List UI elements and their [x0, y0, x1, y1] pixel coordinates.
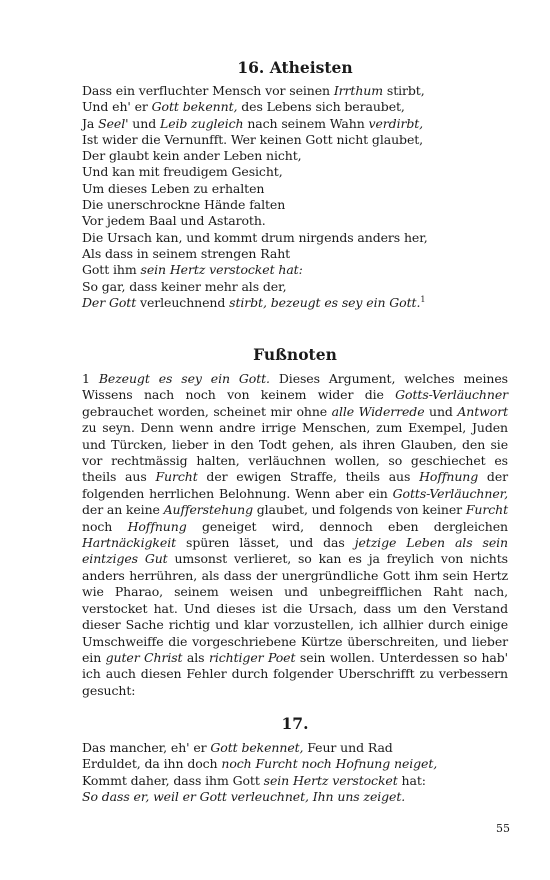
text-run: Antwort — [457, 403, 508, 419]
text-run: jetzige Leben als sein eintziges Gut — [82, 535, 508, 567]
text-run: Dass ein verfluchter Mensch vor seinen — [82, 83, 334, 98]
section-16-line — [82, 181, 512, 197]
text-run: Ja — [82, 115, 99, 131]
section-16-line — [82, 262, 512, 278]
section-16-poem — [82, 83, 512, 311]
text-run: geneiget wird, dennoch eben dergleichen — [186, 518, 508, 534]
text-run: Gotts-Verläuchner, — [392, 485, 508, 501]
section-17-poem — [82, 740, 512, 805]
text-run: spüren lässet, und das — [176, 535, 355, 551]
text-run: guter Christ — [105, 649, 183, 665]
text-run: Bezeugt es sey ein Gott. — [98, 371, 270, 386]
section-17-line — [82, 740, 512, 756]
text-run: Um dieses Leben zu erhalten — [82, 180, 265, 196]
text-run: Der Gott — [82, 294, 137, 310]
text-run: hat: — [397, 772, 426, 788]
text-run: Vor jedem Baal und Astaroth. — [82, 213, 266, 229]
text-run: verleuchnend — [136, 294, 230, 310]
text-run: Die Ursach kan, und kommt drum nirgends anders her, — [82, 229, 428, 245]
text-run: sein Hertz verstocket — [263, 772, 398, 788]
text-run: Seel' — [98, 115, 129, 131]
text-run: So gar, dass keiner mehr als der, — [82, 278, 287, 294]
text-run: Leib zugleich — [160, 115, 244, 131]
section-16-line — [82, 197, 512, 213]
text-run: Feur und Rad — [303, 740, 393, 755]
text-run: So dass er, weil er Gott verleuchnet, Ihn uns zeiget. — [82, 788, 406, 804]
section-16-line — [82, 279, 512, 295]
section-17-line — [82, 756, 512, 772]
section-16-line — [82, 132, 512, 148]
text-run: Die unerschrockne Hände falten — [82, 197, 286, 213]
text-run: Und kan mit freudigem Gesicht, — [82, 164, 283, 180]
section-16-line — [82, 116, 512, 132]
footnote-paragraph — [82, 371, 508, 699]
section-17-title: 17. — [281, 714, 309, 733]
text-run: Hoffnung — [127, 518, 187, 534]
section-16-line — [82, 83, 512, 99]
text-run: stirbt, bezeugt es sey ein Gott. — [229, 294, 421, 310]
text-run: umsonst verlieret, so kan es ja freylich von nichts anders herrühren, als dass der unergründliche Gott ihm sein Hertz wie Pharao, seinem weisen und unbegreifflichen Raht nach, verstocket hat. Und dieses ist die Ursach, dass um den Verstand dieser Sache richtig und klar vorzustellen, ich allhier durch einige Umschweiffe die vorgeschriebene Kürtze überschreiten, und lieber ein — [82, 551, 508, 665]
text-run: Als dass in seinem strengen Raht — [82, 245, 291, 261]
text-run: sein wollen. Unterdessen so hab' ich auch diesen Fehler durch folgender Uberschrifft zu verbessern gesucht: — [82, 649, 508, 698]
text-run: Dieses Argument, welches meines Wissens nach noch von keinem wider die — [82, 371, 508, 403]
text-run: Und eh' er — [82, 99, 152, 115]
text-run: Furcht — [465, 502, 508, 518]
text-run: Erduldet, da ihn doch — [82, 756, 222, 772]
text-run: Irrthum — [333, 83, 384, 98]
text-run: glaubet, und folgends von keiner — [252, 502, 466, 518]
text-run: Gott bekennet, — [210, 740, 304, 755]
text-run: der folgenden herrlichen Belohnung. Wenn aber ein — [82, 469, 508, 501]
text-run: stirbt, — [383, 83, 425, 98]
text-run: sein Hertz verstocket hat: — [140, 262, 303, 278]
section-16-line — [82, 213, 512, 229]
text-run: noch — [82, 518, 128, 534]
section-16-line — [82, 99, 512, 115]
text-run: Der glaubt kein ander Leben nicht, — [82, 148, 302, 164]
text-run: Gott ihm — [82, 262, 141, 278]
text-run: 1 — [82, 371, 99, 386]
section-16-line — [82, 295, 512, 311]
text-run: Kommt daher, dass ihm Gott — [82, 772, 264, 788]
section-16-line — [82, 246, 512, 262]
section-16-line — [82, 164, 512, 180]
text-run: Furcht — [155, 469, 198, 485]
text-run: des Lebens sich beraubet, — [237, 99, 405, 115]
section-16-line — [82, 148, 512, 164]
text-run: als — [182, 649, 209, 665]
text-run: und — [128, 115, 160, 131]
footnote-reference: 1 — [420, 294, 426, 304]
text-run: Gott bekennt, — [151, 99, 238, 115]
text-run: und — [424, 403, 458, 419]
section-16-line — [82, 230, 512, 246]
page-number: 55 — [496, 822, 510, 835]
footnotes-title: Fußnoten — [253, 345, 337, 364]
text-run: noch Furcht noch Hofnung neiget, — [221, 756, 438, 772]
text-run: Hoffnung — [419, 469, 479, 485]
text-run: Hartnäckigkeit — [82, 535, 177, 551]
text-run: gebrauchet worden, scheinet mir ohne — [82, 403, 332, 419]
section-17-line — [82, 773, 512, 789]
text-run: alle Widerrede — [331, 403, 425, 419]
section-16-title: 16. Atheisten — [237, 58, 353, 77]
text-run: Das mancher, eh' er — [82, 740, 211, 755]
text-run: zu seyn. Denn wenn andre irrige Menschen, zum Exempel, Juden und Türcken, lieber in den Todt gehen, als ihren Glauben, den sie vor rechtmässig halten, verläuchnen wollen, so geschiechet es theils aus — [82, 420, 508, 485]
text-run: Ist wider die Vernunfft. Wer keinen Gott nicht glaubet, — [82, 131, 424, 147]
text-run: richtiger Poet — [208, 649, 296, 665]
text-run: nach seinem Wahn — [243, 115, 369, 131]
text-run: verdirbt, — [368, 115, 424, 131]
text-run: der ewigen Straffe, theils aus — [197, 469, 420, 485]
text-run: Aufferstehung — [163, 502, 253, 518]
section-17-line — [82, 789, 512, 805]
text-run: Gotts-Verläuchner — [395, 387, 508, 403]
text-run: der an keine — [82, 502, 164, 518]
